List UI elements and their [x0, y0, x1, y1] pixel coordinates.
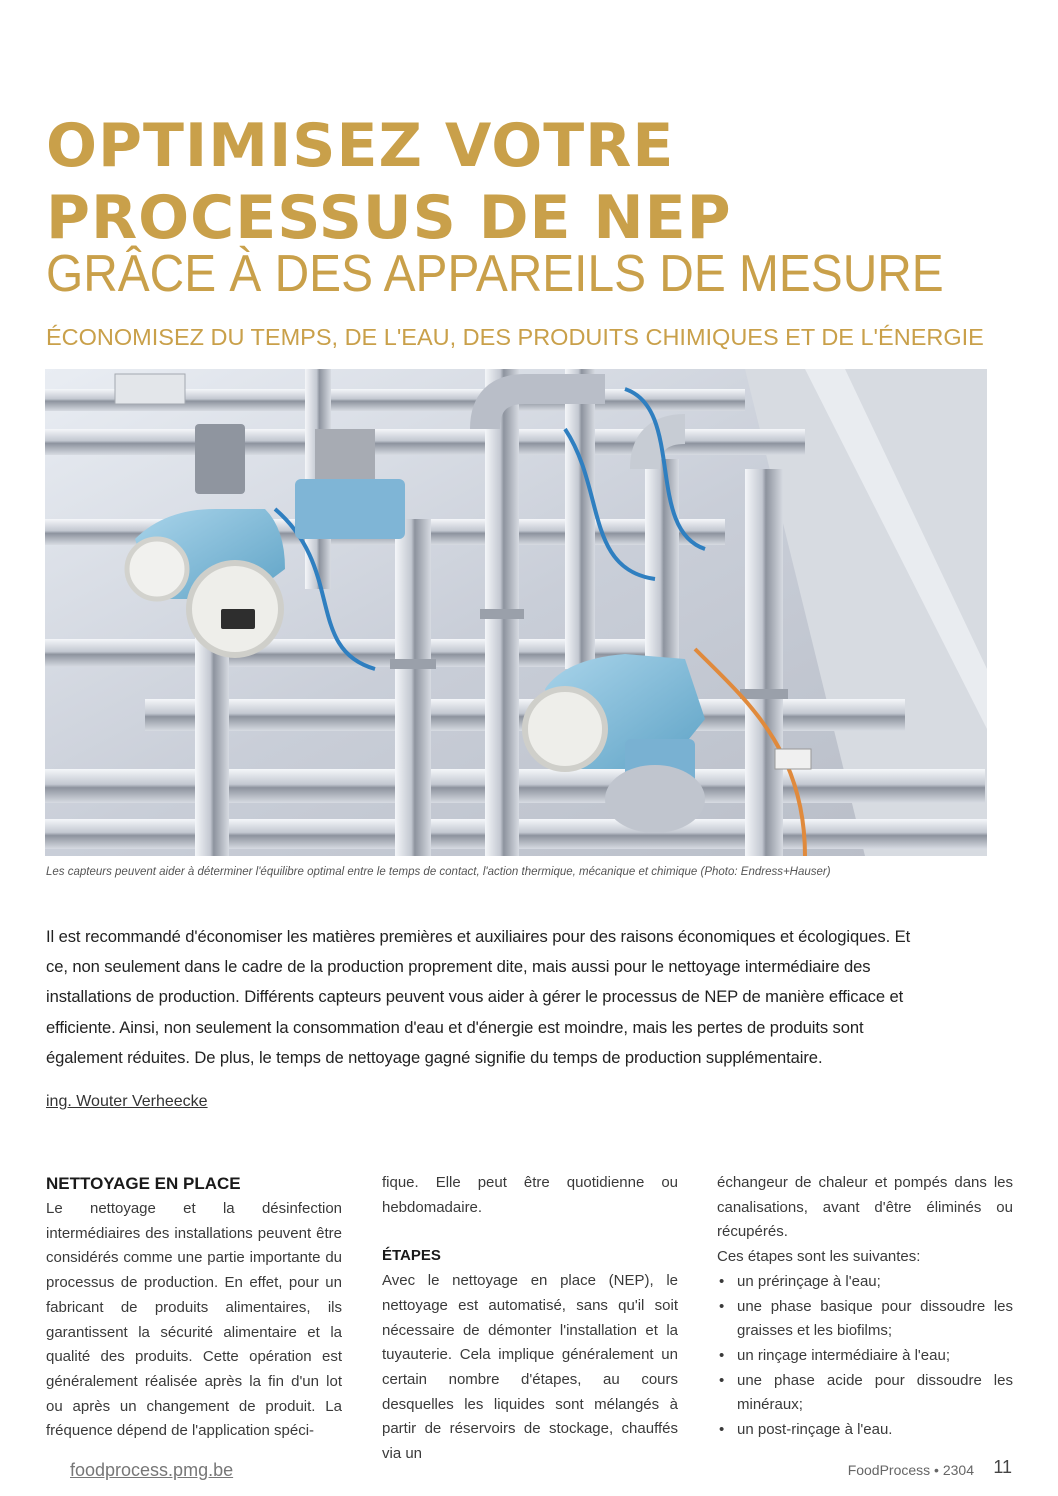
- list-item: • un post-rinçage à l'eau.: [717, 1418, 1013, 1443]
- title-line-1: OPTIMISEZ VOTRE: [46, 111, 675, 181]
- photo-caption: Les capteurs peuvent aider à déterminer l'équilibre optimal entre le temps de contact, l'action thermique, mécanique et chimique (Photo: Endress+Hauser): [46, 866, 831, 878]
- article-photo: [45, 369, 987, 856]
- section-text-continuation: fique. Elle peut être quotidienne ou hebdomadaire.: [382, 1174, 678, 1216]
- page-number: 11: [993, 1457, 1012, 1477]
- list-item: • un prérinçage à l'eau;: [717, 1270, 1013, 1295]
- steps-intro: Ces étapes sont les suivantes:: [717, 1248, 921, 1266]
- section-text-etapes: Avec le nettoyage en place (NEP), le nettoyage est automatisé, sans qu'il soit nécessaire de démonter l'installation et la tuyauterie. Cela implique généralement un certain nombre d'étapes, au cours desquelles les liquides sont mélangés à partir de réservoirs de stockage, chauffés via un: [382, 1272, 678, 1463]
- intro-paragraph: Il est recommandé d'économiser les matières premières et auxiliaires pour des raisons économiques et écologiques. Et ce, non seulement dans le cadre de la production proprement dite, mais aussi pour le nettoyage intermédiaire des installations de production. Différents capteurs peuvent vous aider à gérer le processus de NEP de manière efficace et efficiente. Ainsi, non seulement la consommation d'eau et d'énergie est moindre, mais les pertes de produits sont également réduites. De plus, le temps de nettoyage gagné signifie du temps de production supplémentaire.: [46, 927, 911, 1067]
- footer-magazine-issue: FoodProcess • 2304: [847, 1462, 974, 1478]
- article-subtitle: ÉCONOMISEZ DU TEMPS, DE L'EAU, DES PRODUITS CHIMIQUES ET DE L'ÉNERGIE: [46, 324, 984, 350]
- section-text-nettoyage: Le nettoyage et la désinfection intermédiaires des installations peuvent être considérés comme une partie importante du processus de production. En effet, pour un fabricant de produits alimentaires, ils garantissent la sécurité alimentaire et la qualité des produits. Cette opération est généralement réalisée après la fin d'un lot ou après un changement de produit. La fréquence dépend de l'application spéci-: [46, 1200, 342, 1440]
- section-heading-etapes: ÉTAPES: [382, 1247, 441, 1265]
- column-2: [382, 1171, 678, 1467]
- section-heading-nettoyage: NETTOYAGE EN PLACE: [46, 1174, 241, 1193]
- footer-website-link[interactable]: foodprocess.pmg.be: [70, 1460, 234, 1480]
- industrial-piping-image: [45, 369, 987, 856]
- author-link[interactable]: ing. Wouter Verheecke: [46, 1093, 208, 1110]
- column-3: [717, 1171, 1013, 1443]
- section-text-etapes-continuation: échangeur de chaleur et pompés dans les canalisations, avant d'être éliminés ou récupérés.: [717, 1174, 1013, 1241]
- column-1: [46, 1171, 342, 1444]
- article-title: [46, 110, 1006, 254]
- list-item: • une phase acide pour dissoudre les minéraux;: [717, 1369, 1013, 1418]
- steps-list: [717, 1270, 1013, 1443]
- article-title-sub: GRÂCE À DES APPAREILS DE MESURE: [46, 245, 944, 303]
- list-item: • une phase basique pour dissoudre les graisses et les biofilms;: [717, 1295, 1013, 1344]
- title-line-2: PROCESSUS DE NEP: [46, 183, 732, 253]
- list-item: • un rinçage intermédiaire à l'eau;: [717, 1344, 1013, 1369]
